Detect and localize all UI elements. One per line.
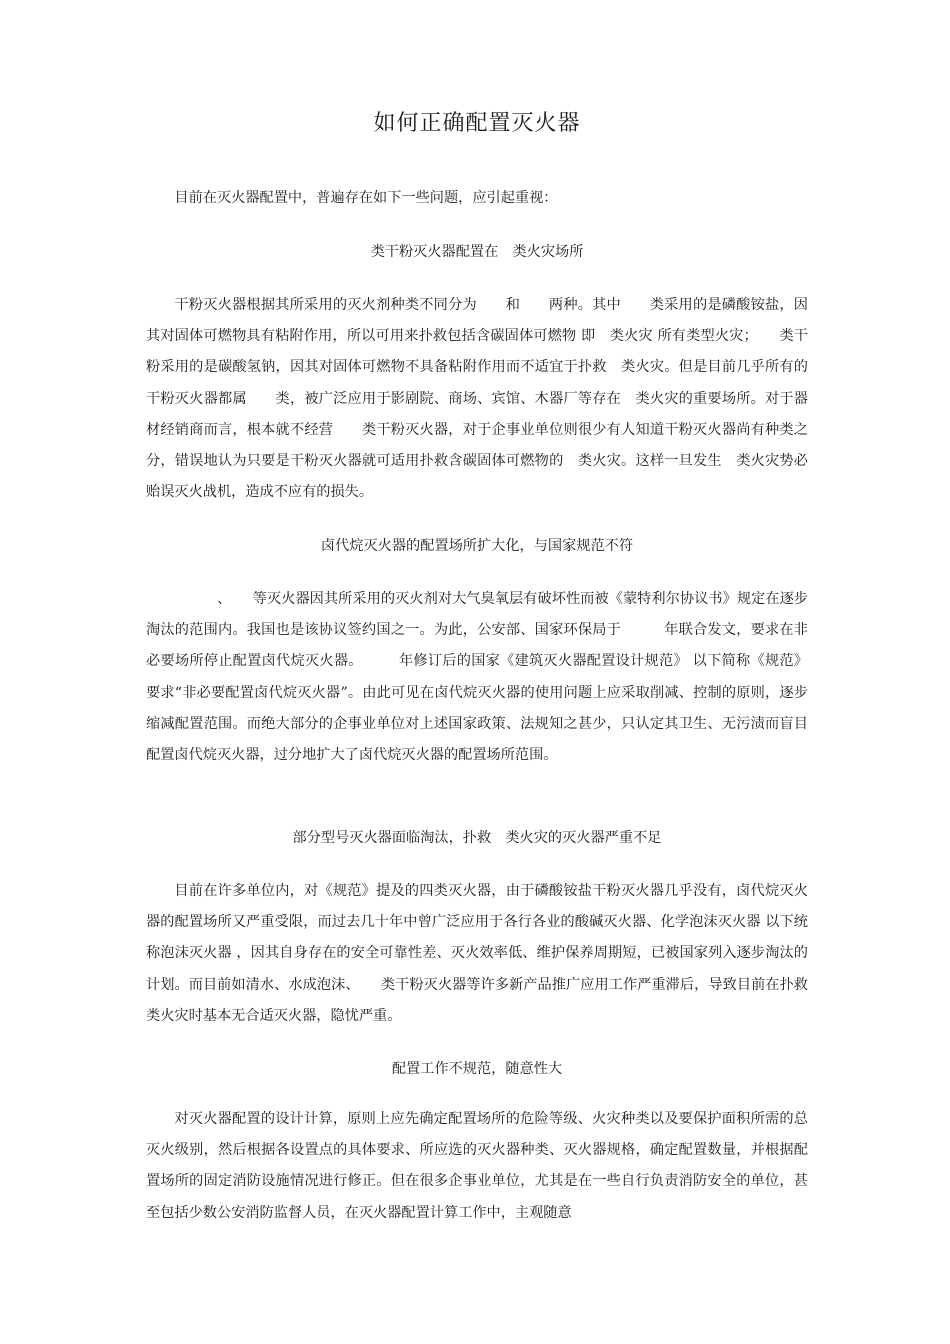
intro-paragraph: 目前在灭火器配置中，普遍存在如下一些问题，应引起重视：	[174, 190, 558, 206]
section-heading-4: 配置工作不规范，随意性大	[391, 1061, 563, 1077]
section-heading-3: 部分型号灭火器面临淘汰，扑救 类火灾的灭火器严重不足	[292, 830, 662, 846]
section-heading-1: 类干粉灭火器配置在 类火灾场所	[370, 244, 584, 260]
section-body-2: 、 等灭火器因其所采用的灭火剂对大气臭氧层有破坏性而被《蒙特利尔协议书》规定在逐步淘汰的范围内。我国也是该协议签约国之一。为此，公安部、国家环保局于 年联合发文，要求在非必要场所停止配置卤代烷灭火器。 年修订后的国家《建筑灭火器配置设计规范》 以下简称《规范》 要求“非必要配置卤代烷灭火器”。由此可见在卤代烷灭火器的使用问题上应采取削减、控制的原则，逐步缩减配置范围。而绝大部分的企事业单位对上述国家政策、法规知之甚少，只认定其卫生、无污渍而盲目配置卤代烷灭火器，过分地扩大了卤代烷灭火器的配置场所范围。	[146, 591, 813, 764]
section-heading-2: 卤代烷灭火器的配置场所扩大化，与国家规范不符	[320, 538, 634, 554]
section-body-3: 目前在许多单位内，对《规范》提及的四类灭火器，由于磷酸铵盐干粉灭火器几乎没有，卤代烷灭火器的配置场所又严重受限，而过去几十年中曾广泛应用于各行各业的酸碱灭火器、化学泡沫灭火器 以下统称泡沫灭火器 ，因其自身存在的安全可靠性差、灭火效率低、维护保养周期短，已被国家列入逐步淘汰的计划。而目前如清水、水成泡沫、 类干粉灭火器等许多新产品推广应用工作严重滞后，导致目前在扑救 类火灾时基本无合适灭火器，隐忧严重。	[146, 883, 823, 1024]
section-body-1: 干粉灭火器根据其所采用的灭火剂种类不同分为 和 两种。其中 类采用的是磷酸铵盐，因其对固体可燃物具有粘附作用，所以可用来扑救包括含碳固体可燃物 即 类火灾 所有类型火灾； 类干粉采用的是碳酸氢钠，因其对固体可燃物不具备粘附作用而不适宜于扑救 类火灾。但是目前几乎所有的干粉灭火器都属 类，被广泛应用于影剧院、商场、宾馆、木器厂等存在 类火灾的重要场所。对于器材经销商而言，根本就不经营 类干粉灭火器，对于企事业单位则很少有人知道干粉灭火器尚有种类之分，错误地认为只要是干粉灭火器就可适用扑救含碳固体可燃物的 类火灾。这样一旦发生 类火灾势必贻误灭火战机，造成不应有的损失。	[146, 297, 808, 501]
document-title: 如何正确配置灭火器	[373, 111, 581, 136]
section-body-4: 对灭火器配置的设计计算，原则上应先确定配置场所的危险等级、火灾种类以及要保护面积所需的总灭火级别，然后根据各设置点的具体要求、所应选的灭火器种类、灭火器规格，确定配置数量，并根据配置场所的固定消防设施情况进行修正。但在很多企事业单位，尤其是在一些自行负责消防安全的单位，甚至包括少数公安消防监督人员，在灭火器配置计算工作中，主观随意	[146, 1111, 808, 1221]
